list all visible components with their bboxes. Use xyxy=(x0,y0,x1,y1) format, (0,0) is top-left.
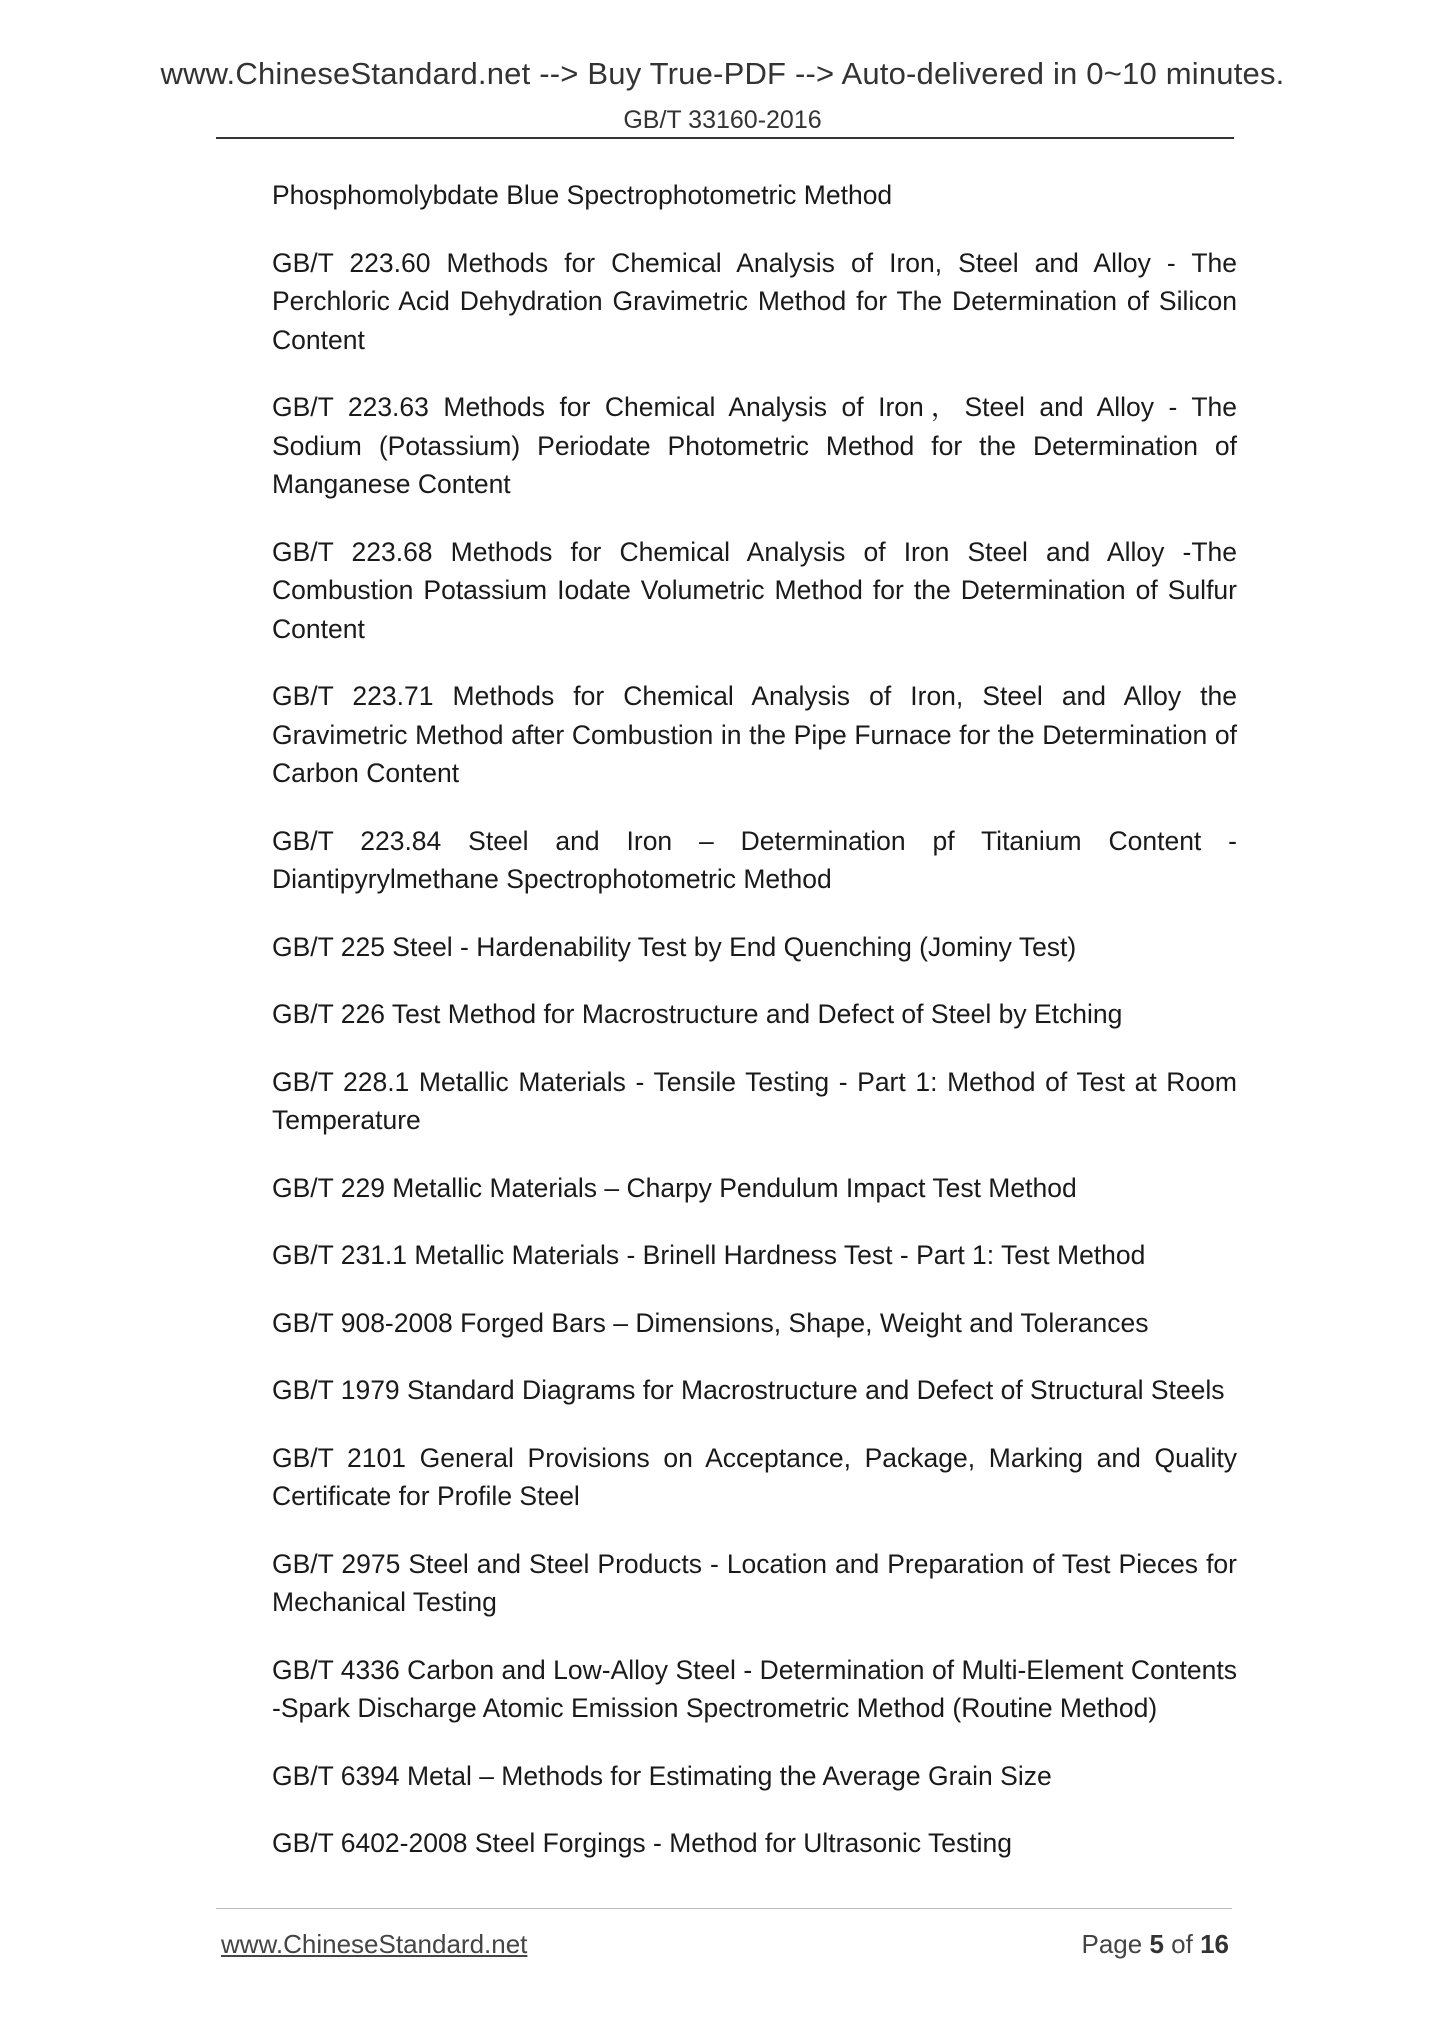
reference-item: GB/T 225 Steel - Hardenability Test by End Quenching (Jominy Test) xyxy=(272,931,1077,962)
reference-item: GB/T 231.1 Metallic Materials - Brinell Hardness Test - Part 1: Test Method xyxy=(272,1240,1146,1270)
footer-divider xyxy=(216,1908,1232,1909)
page-indicator xyxy=(1081,1929,1229,1960)
reference-item: GB/T 4336 Carbon and Low-Alloy Steel - Determination of Multi-Element Contents -Spark Discharge Atomic Emission Spectrometric Method (Routine Method) xyxy=(272,1654,1237,1723)
reference-item: GB/T 1979 Standard Diagrams for Macrostructure and Defect of Structural Steels xyxy=(272,1375,1225,1405)
reference-item: GB/T 2101 General Provisions on Acceptance, Package, Marking and Quality Certificate for Profile Steel xyxy=(272,1442,1237,1511)
reference-item: GB/T 2975 Steel and Steel Products - Location and Preparation of Test Pieces for Mechanical Testing xyxy=(272,1548,1237,1617)
reference-item: GB/T 226 Test Method for Macrostructure and Defect of Steel by Etching xyxy=(272,999,1123,1029)
reference-list xyxy=(272,176,1237,1892)
total-pages: 16 xyxy=(1200,1929,1229,1959)
reference-item: GB/T 228.1 Metallic Materials - Tensile Testing - Part 1: Method of Test at Room Temperature xyxy=(272,1066,1237,1135)
page-label: Page xyxy=(1081,1929,1143,1959)
header-divider xyxy=(216,137,1234,139)
reference-item: GB/T 229 Metallic Materials – Charpy Pendulum Impact Test Method xyxy=(272,1172,1077,1203)
reference-item: GB/T 6394 Metal – Methods for Estimating the Average Grain Size xyxy=(272,1760,1052,1791)
page-number: 5 xyxy=(1149,1929,1164,1959)
reference-item: Phosphomolybdate Blue Spectrophotometric Method xyxy=(272,180,893,210)
footer-site-link[interactable]: www.ChineseStandard.net xyxy=(221,1929,528,1959)
reference-item: GB/T 908-2008 Forged Bars – Dimensions, Shape, Weight and Tolerances xyxy=(272,1307,1149,1338)
reference-item: GB/T 223.68 Methods for Chemical Analysis of Iron Steel and Alloy -The Combustion Potassium Iodate Volumetric Method for the Determination of Sulfur Content xyxy=(272,536,1237,644)
of-label: of xyxy=(1171,1929,1193,1959)
reference-item: GB/T 223.84 Steel and Iron – Determination pf Titanium Content - Diantipyrylmethane Spectrophotometric Method xyxy=(272,825,1237,894)
reference-item: GB/T 6402-2008 Steel Forgings - Method for Ultrasonic Testing xyxy=(272,1828,1012,1858)
reference-item: GB/T 223.71 Methods for Chemical Analysis of Iron, Steel and Alloy the Gravimetric Method after Combustion in the Pipe Furnace for the Determination of Carbon Content xyxy=(272,681,1237,788)
standard-number: GB/T 33160-2016 xyxy=(623,106,822,134)
reference-item: GB/T 223.63 Methods for Chemical Analysis of Iron，Steel and Alloy - The Sodium (Potassium) Periodate Photometric Method for the Determination of Manganese Content xyxy=(272,392,1237,499)
reference-item: GB/T 223.60 Methods for Chemical Analysis of Iron, Steel and Alloy - The Perchloric Acid Dehydration Gravimetric Method for The Determination of Silicon Content xyxy=(272,247,1237,355)
header-banner: www.ChineseStandard.net --> Buy True-PDF --> Auto-delivered in 0~10 minutes. xyxy=(160,56,1285,91)
